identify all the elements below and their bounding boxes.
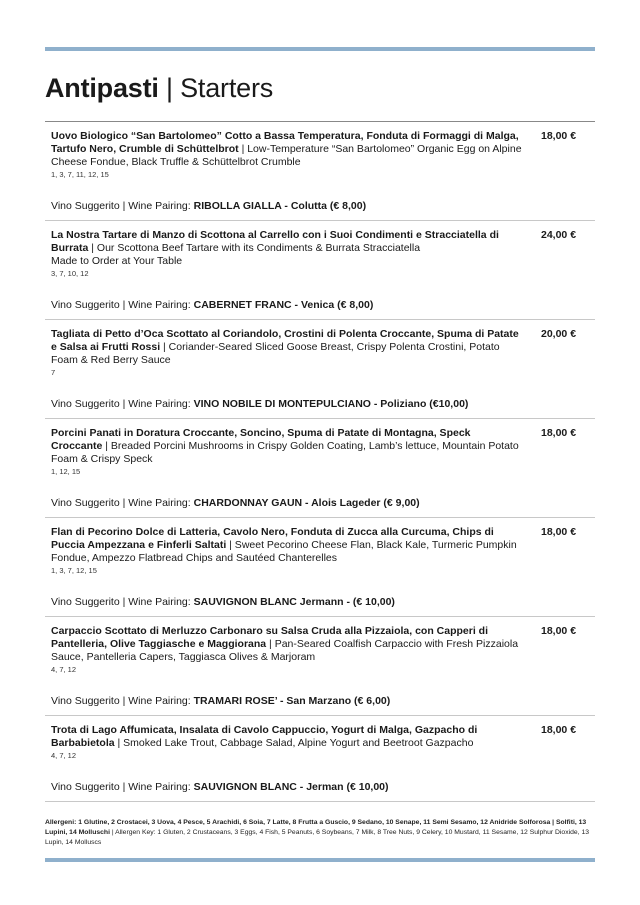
title-italian: Antipasti <box>45 73 159 103</box>
dish-name-english: | Low-Temperature “San Bartolomeo” Organic Egg on Alpine Cheese Fondue, Black Truffle & Schüttelbrot Crumble <box>51 143 522 168</box>
top-divider-bar <box>45 47 595 51</box>
dish-description <box>51 328 523 367</box>
allergen-legend <box>45 818 597 848</box>
dish-price: 18,00 € <box>541 526 577 538</box>
dish-name-english: | Sweet Pecorino Cheese Flan, Black Kale, Turmeric Pumpkin Fondue, Ampezzo Flatbread Chips and Sautéed Chanterelles <box>51 539 517 564</box>
dish-description <box>51 427 523 466</box>
dish-price: 18,00 € <box>541 130 577 142</box>
menu-item <box>45 221 595 320</box>
menu-item <box>45 716 595 802</box>
wine-name: SAUVIGNON BLANC - Jerman (€ 10,00) <box>193 781 389 793</box>
wine-label: Vino Suggerito | Wine Pairing: <box>51 596 194 608</box>
dish-allergens: 1, 3, 7, 11, 12, 15 <box>51 170 109 179</box>
wine-label: Vino Suggerito | Wine Pairing: <box>51 398 194 410</box>
wine-pairing <box>51 695 595 708</box>
page-title <box>45 72 273 104</box>
menu-item <box>45 617 595 716</box>
title-english: Starters <box>180 73 274 103</box>
menu-item <box>45 122 595 221</box>
dish-name-english: | Coriander-Seared Sliced Goose Breast, Crispy Polenta Crostini, Potato Foam & Red Berry Sauce <box>51 341 500 366</box>
wine-pairing <box>51 200 595 213</box>
dish-price: 18,00 € <box>541 625 577 637</box>
dish-name-english: | Smoked Lake Trout, Cabbage Salad, Alpine Yogurt and Beetroot Gazpacho <box>114 737 474 749</box>
wine-label: Vino Suggerito | Wine Pairing: <box>51 781 194 793</box>
dish-name-english: | Pan-Seared Coalfish Carpaccio with Fresh Pizzaiola Sauce, Pantelleria Capers, Taggiasca Olives & Marjoram <box>51 638 519 663</box>
dish-description <box>51 724 523 750</box>
menu-item <box>45 419 595 518</box>
wine-pairing <box>51 781 595 794</box>
dish-allergens: 3, 7, 10, 12 <box>51 269 89 278</box>
dish-description <box>51 526 523 565</box>
dish-name-italian: Tagliata di Petto d’Oca Scottato al Coriandolo, Crostini di Polenta Croccante, Spuma di Patate e Salsa ai Frutti Rossi <box>51 328 519 353</box>
dish-price: 18,00 € <box>541 427 577 439</box>
menu-item <box>45 320 595 419</box>
title-separator: | <box>158 73 181 103</box>
dish-name-english: | Breaded Porcini Mushrooms in Crispy Golden Coating, Lamb’s lettuce, Mountain Potato Foam & Crispy Speck <box>51 440 519 465</box>
dish-price: 24,00 € <box>541 229 577 241</box>
dish-name-english: | Our Scottona Beef Tartare with its Condiments & Burrata Stracciatella <box>88 242 421 254</box>
bottom-divider-bar <box>45 858 595 862</box>
starters-menu <box>45 121 595 802</box>
wine-name: CHARDONNAY GAUN - Alois Lageder (€ 9,00) <box>193 497 420 509</box>
allergen-legend-english: | Allergen Key: 1 Gluten, 2 Crustaceans, 3 Eggs, 4 Fish, 5 Peanuts, 6 Soybeans, 7 Milk, 8 Tree Nuts, 9 Celery, 10 Mustard, 11 Sesame, 12 Sulphur Dioxide, 13 Lupin, 14 Molluscs <box>45 829 590 846</box>
allergen-legend-italian: Allergeni: 1 Glutine, 2 Crostacei, 3 Uova, 4 Pesce, 5 Arachidi, 6 Soia, 7 Latte, 8 Frutta a Guscio, 9 Sedano, 10 Senape, 11 Semi Sesamo, 12 Anidride Solforosa | Solfiti, 13 Lupini, 14 Molluschi <box>45 819 587 836</box>
wine-pairing <box>51 497 595 510</box>
dish-allergens: 4, 7, 12 <box>51 665 77 674</box>
wine-pairing <box>51 299 595 312</box>
wine-pairing <box>51 398 595 411</box>
dish-name-italian: Porcini Panati in Doratura Croccante, Soncino, Spuma di Patate di Montagna, Speck Croccante <box>51 427 471 452</box>
dish-description <box>51 625 523 664</box>
menu-item <box>45 518 595 617</box>
dish-allergens: 7 <box>51 368 56 377</box>
dish-allergens: 1, 12, 15 <box>51 467 81 476</box>
wine-name: RIBOLLA GIALLA - Colutta (€ 8,00) <box>193 200 367 212</box>
dish-price: 20,00 € <box>541 328 577 340</box>
dish-allergens: 4, 7, 12 <box>51 751 77 760</box>
dish-name-italian: La Nostra Tartare di Manzo di Scottona al Carrello con i Suoi Condimenti e Stracciatella di Burrata <box>51 229 499 254</box>
dish-name-italian: Carpaccio Scottato di Merluzzo Carbonaro su Salsa Cruda alla Pizzaiola, con Capperi di Pantelleria, Olive Taggiasche e Maggiorana <box>51 625 489 650</box>
wine-name: VINO NOBILE DI MONTEPULCIANO - Poliziano (€10,00) <box>193 398 469 410</box>
dish-price: 18,00 € <box>541 724 577 736</box>
wine-label: Vino Suggerito | Wine Pairing: <box>51 497 194 509</box>
dish-name-italian: Flan di Pecorino Dolce di Latteria, Cavolo Nero, Fonduta di Zucca alla Curcuma, Chips di Puccia Ampezzana e Finferli Saltati <box>51 526 494 551</box>
wine-label: Vino Suggerito | Wine Pairing: <box>51 695 194 707</box>
dish-allergens: 1, 3, 7, 12, 15 <box>51 566 97 575</box>
wine-name: TRAMARI ROSE’ - San Marzano (€ 6,00) <box>193 695 391 707</box>
dish-name-italian: Trota di Lago Affumicata, Insalata di Cavolo Cappuccio, Yogurt di Malga, Gazpacho di Barbabietola <box>51 724 478 749</box>
wine-label: Vino Suggerito | Wine Pairing: <box>51 200 194 212</box>
dish-note: Made to Order at Your Table <box>51 255 183 267</box>
wine-name: CABERNET FRANC - Venica (€ 8,00) <box>193 299 374 311</box>
wine-pairing <box>51 596 595 609</box>
dish-name-italian: Uovo Biologico “San Bartolomeo” Cotto a Bassa Temperatura, Fonduta di Formaggi di Malga, Tartufo Nero, Crumble di Schüttelbrot <box>51 130 519 155</box>
dish-description <box>51 130 523 169</box>
wine-name: SAUVIGNON BLANC Jermann - (€ 10,00) <box>193 596 395 608</box>
dish-description <box>51 229 523 268</box>
wine-label: Vino Suggerito | Wine Pairing: <box>51 299 194 311</box>
